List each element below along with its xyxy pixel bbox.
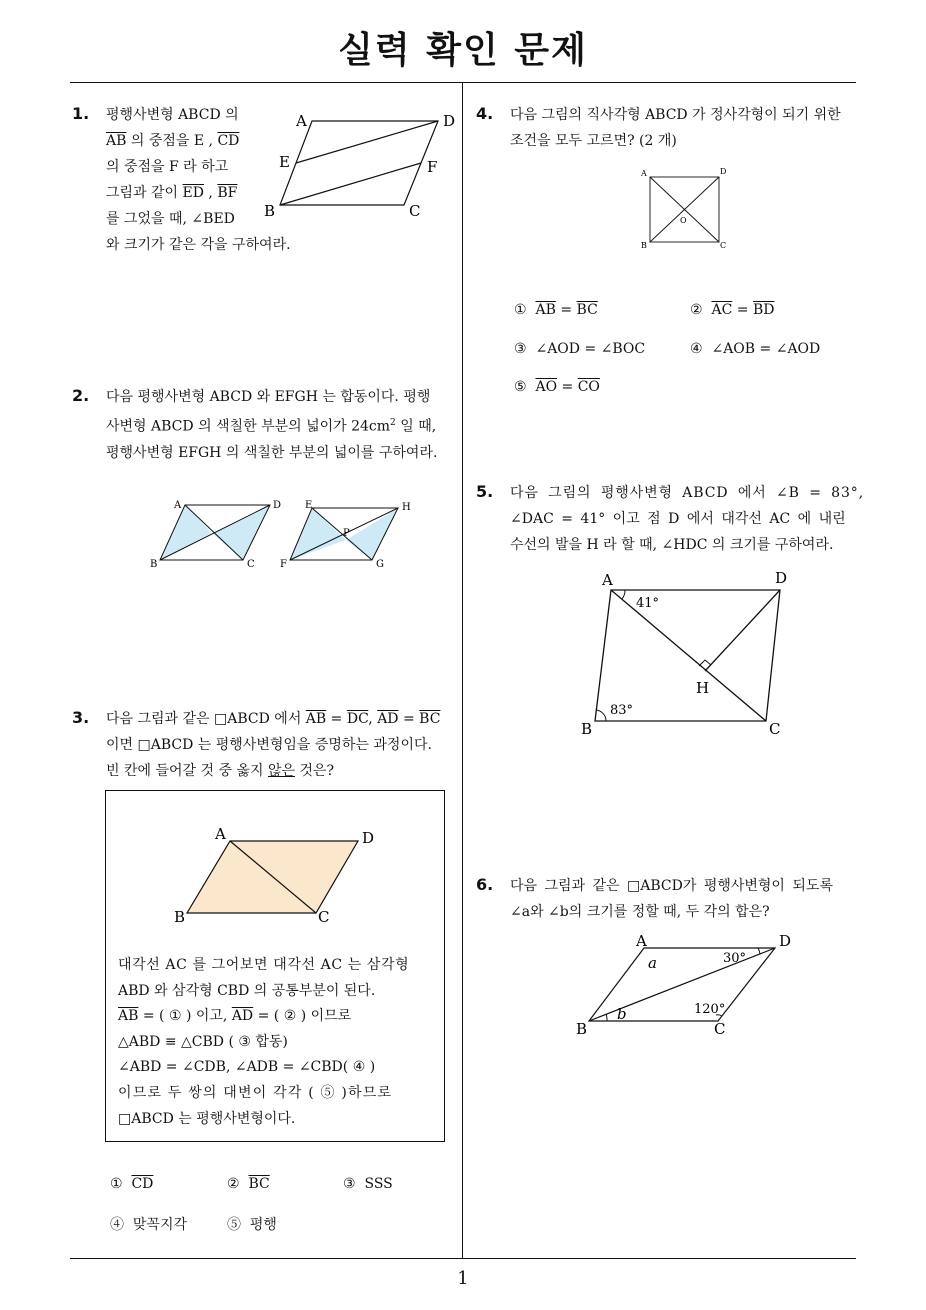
q3-proof-line: $\overline{AB}$ = ( ① ) 이고, $\overline{AD}$ = ( ② ) 이므로 bbox=[118, 1008, 352, 1025]
q3-proof-line: ∠ABD = ∠CDB, ∠ADB = ∠CBD( ④ ) bbox=[118, 1059, 376, 1076]
q2-line: 평행사변형 EFGH 의 색칠한 부분의 넓이를 구하여라. bbox=[106, 444, 438, 461]
q1-label-d: D bbox=[443, 112, 456, 130]
q6-label-b: B bbox=[576, 1020, 588, 1038]
page-number: 1 bbox=[457, 1268, 469, 1289]
q3-label-b: B bbox=[174, 908, 186, 926]
q6-label-120: 120° bbox=[694, 1002, 726, 1017]
q1-line: $\overline{AB}$ 의 중점을 E , $\overline{CD}$ bbox=[106, 133, 240, 149]
q4-label-a: A bbox=[641, 169, 647, 178]
q3-option-2[interactable]: ② $\overline{BC}$ bbox=[227, 1176, 270, 1192]
q3-line: 빈 칸에 들어갈 것 중 옳지 않은 것은? bbox=[106, 763, 335, 779]
q4-option-2[interactable]: ② $\overline{AC} = \overline{BD}$ bbox=[690, 302, 775, 318]
q5-label-83: 83° bbox=[610, 703, 634, 718]
q3-proof-line: ABD 와 삼각형 CBD 의 공통부분이 된다. bbox=[118, 982, 376, 999]
q1-line: 와 크기가 같은 각을 구하여라. bbox=[106, 237, 291, 253]
q5-label-d: D bbox=[775, 569, 788, 587]
q1-line: 평행사변형 ABCD 의 bbox=[106, 107, 239, 123]
q3-option-3[interactable]: ③ SSS bbox=[343, 1176, 393, 1192]
q5-line: 수선의 발을 H 라 할 때, ∠HDC 의 크기를 구하여라. bbox=[510, 537, 834, 553]
q3-proof-line: 대각선 AC 를 그어보면 대각선 AC 는 삼각형 bbox=[118, 957, 410, 973]
q2-line: 다음 평행사변형 ABCD 와 EFGH 는 합동이다. 평행 bbox=[106, 389, 431, 405]
q6-label-angle-a: a bbox=[648, 954, 657, 972]
q6-label-30: 30° bbox=[723, 951, 747, 966]
q5-line: 다음 그림의 평행사변형 ABCD 에서 ∠B = 83°, bbox=[510, 485, 865, 501]
q4-label-d: D bbox=[720, 167, 727, 176]
page-title: 실력 확인 문제 bbox=[338, 30, 588, 71]
q1-label-f: F bbox=[427, 158, 438, 176]
q6-label-c: C bbox=[714, 1020, 726, 1038]
q1-label-b: B bbox=[264, 202, 276, 220]
q4-line: 조건을 모두 고르면? (2 개) bbox=[510, 133, 677, 149]
q5-line: ∠DAC = 41° 이고 점 D 에서 대각선 AC 에 내린 bbox=[510, 511, 846, 527]
q5-label-41: 41° bbox=[636, 596, 660, 611]
q3-option-4[interactable]: ④ 맞꼭지각 bbox=[110, 1217, 188, 1233]
q1-line: 의 중점을 F 라 하고 bbox=[106, 159, 229, 175]
q6-number: 6. bbox=[476, 875, 494, 894]
q2-label-c: C bbox=[247, 559, 255, 570]
q5-label-b: B bbox=[581, 720, 593, 738]
q4-label-o: O bbox=[680, 216, 687, 225]
q1-line: 를 그었을 때, ∠BED bbox=[106, 211, 235, 227]
q4-option-4[interactable]: ④ ∠AOB = ∠AOD bbox=[690, 341, 821, 357]
q2-label-h: H bbox=[402, 502, 411, 513]
q3-proof-line: △ABD ≡ △CBD ( ③ 합동) bbox=[118, 1033, 288, 1050]
q4-option-5[interactable]: ⑤ $\overline{AO} = \overline{CO}$ bbox=[514, 379, 600, 395]
q6-label-a: A bbox=[636, 932, 647, 950]
q1-label-c: C bbox=[409, 202, 421, 220]
q2-label-e: E bbox=[305, 500, 313, 511]
q6-label-d: D bbox=[779, 932, 792, 950]
q6-label-angle-b: b bbox=[617, 1005, 627, 1023]
q3-label-c: C bbox=[318, 908, 330, 926]
q2-number: 2. bbox=[72, 386, 90, 405]
q3-line: 이면 □ABCD 는 평행사변형임을 증명하는 과정이다. bbox=[106, 737, 432, 753]
q5-label-a: A bbox=[602, 571, 613, 589]
q2-label-f: F bbox=[280, 559, 287, 570]
q2-label-b: B bbox=[150, 559, 158, 570]
q2-label-d: D bbox=[273, 500, 282, 511]
q1-number: 1. bbox=[72, 104, 90, 123]
q4-option-1[interactable]: ① $\overline{AB} = \overline{BC}$ bbox=[514, 302, 598, 318]
q2-label-g: G bbox=[376, 559, 384, 570]
q1-line: 그림과 같이 $\overline{ED}$ , $\overline{BF}$ bbox=[106, 185, 238, 201]
q3-label-d: D bbox=[362, 829, 375, 847]
q4-label-b: B bbox=[641, 241, 647, 250]
q6-line: 다음 그림과 같은 □ABCD가 평행사변형이 되도록 bbox=[510, 878, 833, 894]
q3-option-1[interactable]: ① $\overline{CD}$ bbox=[110, 1176, 154, 1192]
q3-option-5[interactable]: ⑤ 평행 bbox=[227, 1217, 277, 1233]
q3-proof-line: □ABCD 는 평행사변형이다. bbox=[118, 1110, 296, 1127]
q4-line: 다음 그림의 직사각형 ABCD 가 정사각형이 되기 위한 bbox=[510, 107, 841, 123]
q3-number: 3. bbox=[72, 708, 90, 727]
q2-line: 사변형 ABCD 의 색칠한 부분의 넓이가 $24cm^2$ 일 때, bbox=[106, 418, 437, 435]
q2-label-a: A bbox=[174, 500, 182, 511]
q5-label-c: C bbox=[769, 720, 781, 738]
q5-label-h: H bbox=[696, 679, 710, 697]
q3-label-a: A bbox=[215, 825, 226, 843]
q6-line: ∠a와 ∠b의 크기를 정할 때, 두 각의 합은? bbox=[510, 904, 770, 920]
q2-label-p: P bbox=[343, 528, 350, 539]
q3-proof-line: 이므로 두 쌍의 대변이 각각 ( ⑤ )하므로 bbox=[118, 1084, 393, 1101]
q4-option-3[interactable]: ③ ∠AOD = ∠BOC bbox=[514, 341, 646, 357]
q5-number: 5. bbox=[476, 482, 494, 501]
q3-line: 다음 그림과 같은 □ABCD 에서 $\overline{AB} = \overline{DC}$, $\overline{AD} = \overline{BC}$ bbox=[106, 711, 441, 727]
q1-label-e: E bbox=[279, 153, 290, 171]
q1-label-a: A bbox=[296, 112, 307, 130]
q4-label-c: C bbox=[720, 241, 727, 250]
q4-number: 4. bbox=[476, 104, 494, 123]
